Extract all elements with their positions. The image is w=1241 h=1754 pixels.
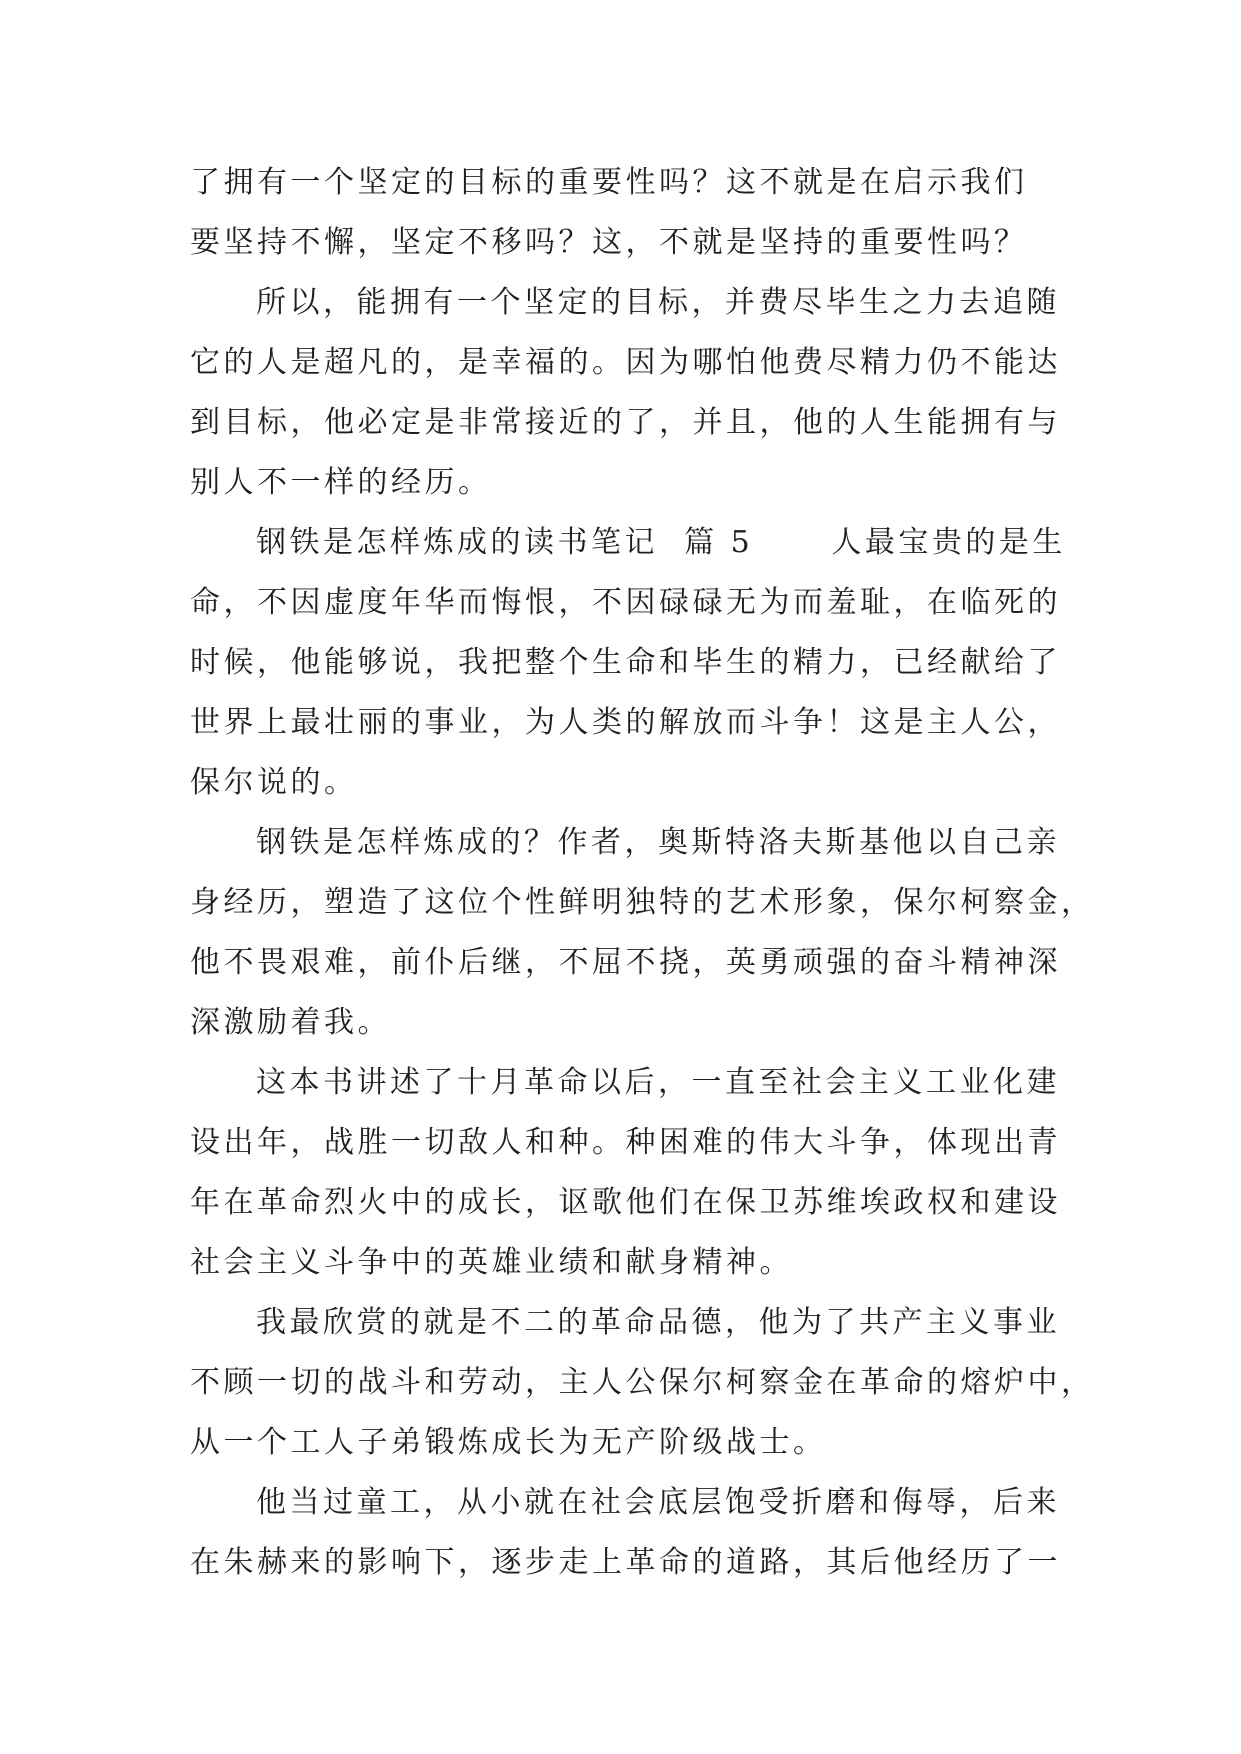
text-line: 年在革命烈火中的成长，讴歌他们在保卫苏维埃政权和建设 bbox=[190, 1185, 1061, 1220]
text-line: 世界上最壮丽的事业，为人类的解放而斗争！这是主人公， bbox=[190, 705, 1061, 740]
text-line: 了拥有一个坚定的目标的重要性吗？这不就是在启示我们 bbox=[190, 165, 1028, 200]
text-line: 保尔说的。 bbox=[190, 765, 358, 800]
text-line: 他当过童工，从小就在社会底层饱受折磨和侮辱，后来 bbox=[256, 1485, 1060, 1520]
text-line: 命，不因虚度年华而悔恨，不因碌碌无为而羞耻，在临死的 bbox=[190, 585, 1061, 620]
text-line: 在朱赫来的影响下，逐步走上革命的道路，其后他经历了一 bbox=[190, 1545, 1061, 1580]
text-line: 要坚持不懈，坚定不移吗？这，不就是坚持的重要性吗？ bbox=[190, 225, 1028, 260]
text-line: 他不畏艰难，前仆后继，不屈不挠，英勇顽强的奋斗精神深 bbox=[190, 945, 1061, 980]
text-line: 到目标，他必定是非常接近的了，并且，他的人生能拥有与 bbox=[190, 405, 1061, 440]
body-text bbox=[190, 153, 1095, 1593]
text-line: 它的人是超凡的，是幸福的。因为哪怕他费尽精力仍不能达 bbox=[190, 345, 1061, 380]
text-line: 从一个工人子弟锻炼成长为无产阶级战士。 bbox=[190, 1425, 827, 1460]
text-line: 别人不一样的经历。 bbox=[190, 465, 492, 500]
text-line: 这本书讲述了十月革命以后，一直至社会主义工业化建 bbox=[256, 1065, 1060, 1100]
text-line: 设出年，战胜一切敌人和种。种困难的伟大斗争，体现出青 bbox=[190, 1125, 1061, 1160]
text-line: 深激励着我。 bbox=[190, 1005, 391, 1040]
text-line: 身经历，塑造了这位个性鲜明独特的艺术形象，保尔柯察金， bbox=[190, 885, 1095, 920]
section-heading-line: 钢铁是怎样炼成的读书笔记 篇 5 人最宝贵的是生 bbox=[256, 525, 1066, 560]
text-line: 钢铁是怎样炼成的？作者，奥斯特洛夫斯基他以自己亲 bbox=[256, 825, 1060, 860]
text-line: 不顾一切的战斗和劳动，主人公保尔柯察金在革命的熔炉中， bbox=[190, 1365, 1095, 1400]
text-line: 我最欣赏的就是不二的革命品德，他为了共产主义事业 bbox=[256, 1305, 1060, 1340]
text-line: 社会主义斗争中的英雄业绩和献身精神。 bbox=[190, 1245, 793, 1280]
text-line: 所以，能拥有一个坚定的目标，并费尽毕生之力去追随 bbox=[256, 285, 1060, 320]
text-line: 时候，他能够说，我把整个生命和毕生的精力，已经献给了 bbox=[190, 645, 1061, 680]
